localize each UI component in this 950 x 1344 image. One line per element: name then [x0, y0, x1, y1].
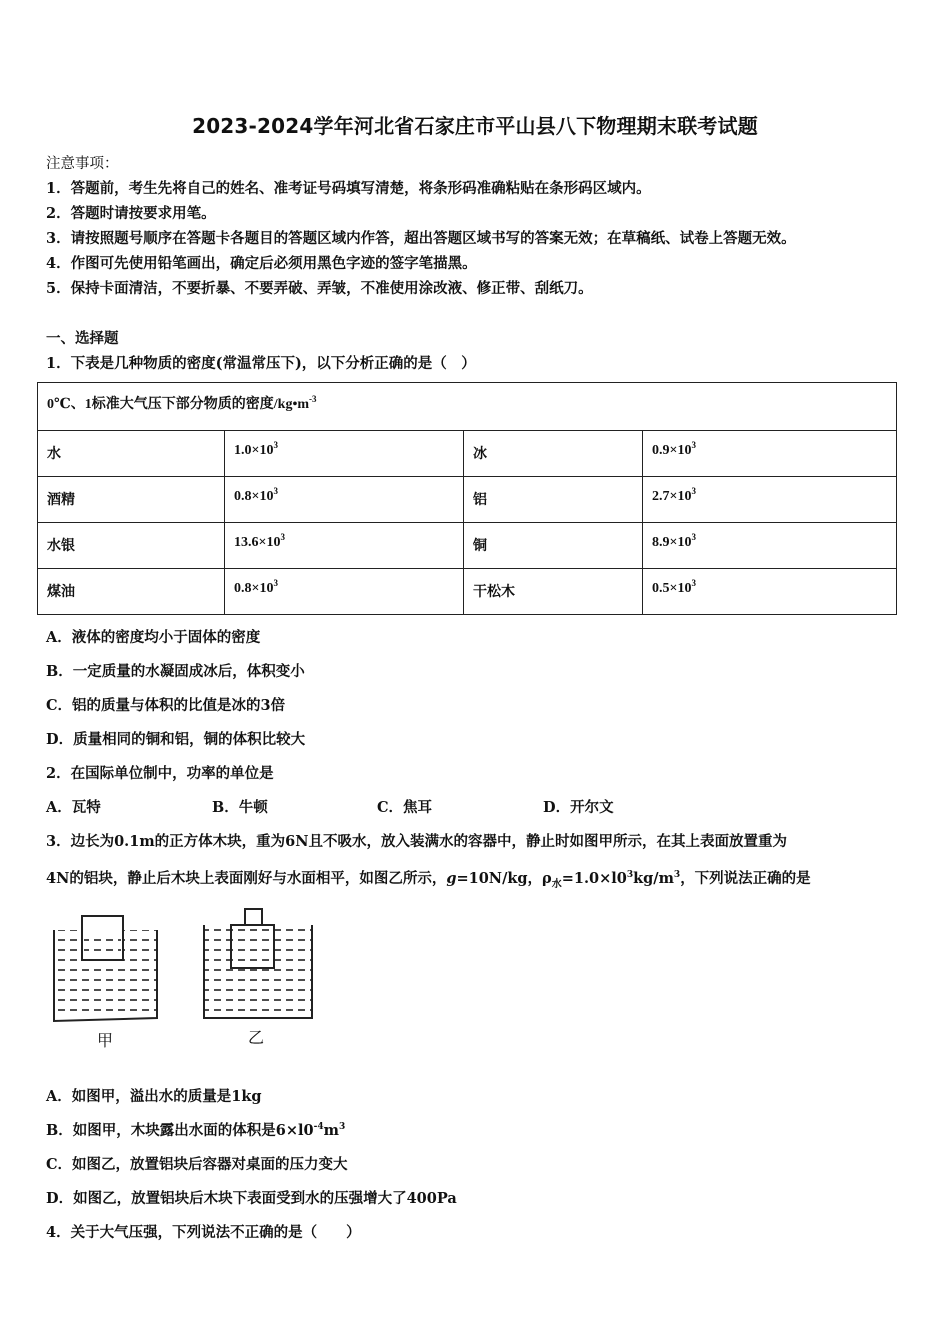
q1-option-d: D．质量相同的铜和铝，铜的体积比较大	[46, 731, 306, 748]
figure-jia	[54, 916, 157, 1021]
table-row: 酒精 $0.8\times 10^3$ 铝 $2.7\times 10^3$	[38, 477, 897, 523]
note-item: 4．作图可先使用铅笔画出，确定后必须用黑色字迹的签字笔描黑。	[46, 255, 477, 272]
q2-option-b: B．牛顿	[212, 799, 268, 816]
q2-option-d: D．开尔文	[543, 799, 614, 816]
q1-option-c: C．铝的质量与体积的比值是冰的3倍	[46, 697, 286, 714]
question-3-stem-line2: 4N的铝块，静止后木块上表面刚好与水面相平，如图乙所示，g=10N/kg，$\rho_水=1.0\times l0^3kg/m^3$，下列说法正确的是	[46, 870, 811, 890]
question-1-stem: 1．下表是几种物质的密度(常温常压下)，以下分析正确的是（ ）	[46, 355, 476, 372]
question-3-stem-line1: 3．边长为0.1m的正方体木块，重为6N且不吸水，放入装满水的容器中，静止时如图甲所示，在其上表面放置重为	[46, 833, 787, 850]
question-3-figure	[45, 905, 325, 1055]
density-table	[37, 382, 897, 615]
q1-option-b: B．一定质量的水凝固成冰后，体积变小	[46, 663, 305, 680]
note-item: 5．保持卡面清洁，不要折暴、不要弄破、弄皱，不准使用涂改液、修正带、刮纸刀。	[46, 280, 593, 297]
table-row: 水银 $13.6\times 10^3$ 铜 $8.9\times 10^3$	[38, 523, 897, 569]
q3-option-b: B．如图甲，木块露出水面的体积是$6\times l0^{-4}m^3$	[46, 1122, 346, 1139]
figure-label-jia: 甲	[97, 1031, 114, 1050]
section-title: 一、选择题	[46, 330, 119, 347]
figure-label-yi: 乙	[248, 1028, 265, 1047]
question-4-stem: 4．关于大气压强，下列说法不正确的是（ ）	[46, 1224, 361, 1241]
table-row: 水 $1.0\times 10^3$ 冰 $0.9\times 10^3$	[38, 431, 897, 477]
question-2-stem: 2．在国际单位制中，功率的单位是	[46, 765, 274, 782]
note-item: 2．答题时请按要求用笔。	[46, 205, 216, 222]
table-caption: 0℃、1标准大气压下部分物质的密度$/kg•m^{-3}$	[38, 383, 897, 431]
q2-option-a: A．瓦特	[46, 799, 101, 816]
q3-option-d: D．如图乙，放置铝块后木块下表面受到水的压强增大了400Pa	[46, 1190, 457, 1207]
note-item: 1．答题前，考生先将自己的姓名、准考证号码填写清楚，将条形码准确粘贴在条形码区域内。	[46, 180, 651, 197]
q3-option-a: A．如图甲，溢出水的质量是1kg	[46, 1088, 262, 1105]
page-title: 2023-2024学年河北省石家庄市平山县八下物理期末联考试题	[192, 114, 758, 138]
q3-option-c: C．如图乙，放置铝块后容器对桌面的压力变大	[46, 1156, 348, 1173]
q1-option-a: A．液体的密度均小于固体的密度	[46, 629, 261, 646]
note-item: 3．请按照题号顺序在答题卡各题目的答题区域内作答，超出答题区域书写的答案无效；在草稿纸、试卷上答题无效。	[46, 230, 796, 247]
q2-option-c: C．焦耳	[377, 799, 433, 816]
table-row: 煤油 $0.8\times 10^3$ 干松木 $0.5\times 10^3$	[38, 569, 897, 615]
container-diagram	[45, 905, 325, 1055]
notes-heading: 注意事项：	[46, 156, 119, 172]
figure-yi	[204, 909, 312, 1018]
